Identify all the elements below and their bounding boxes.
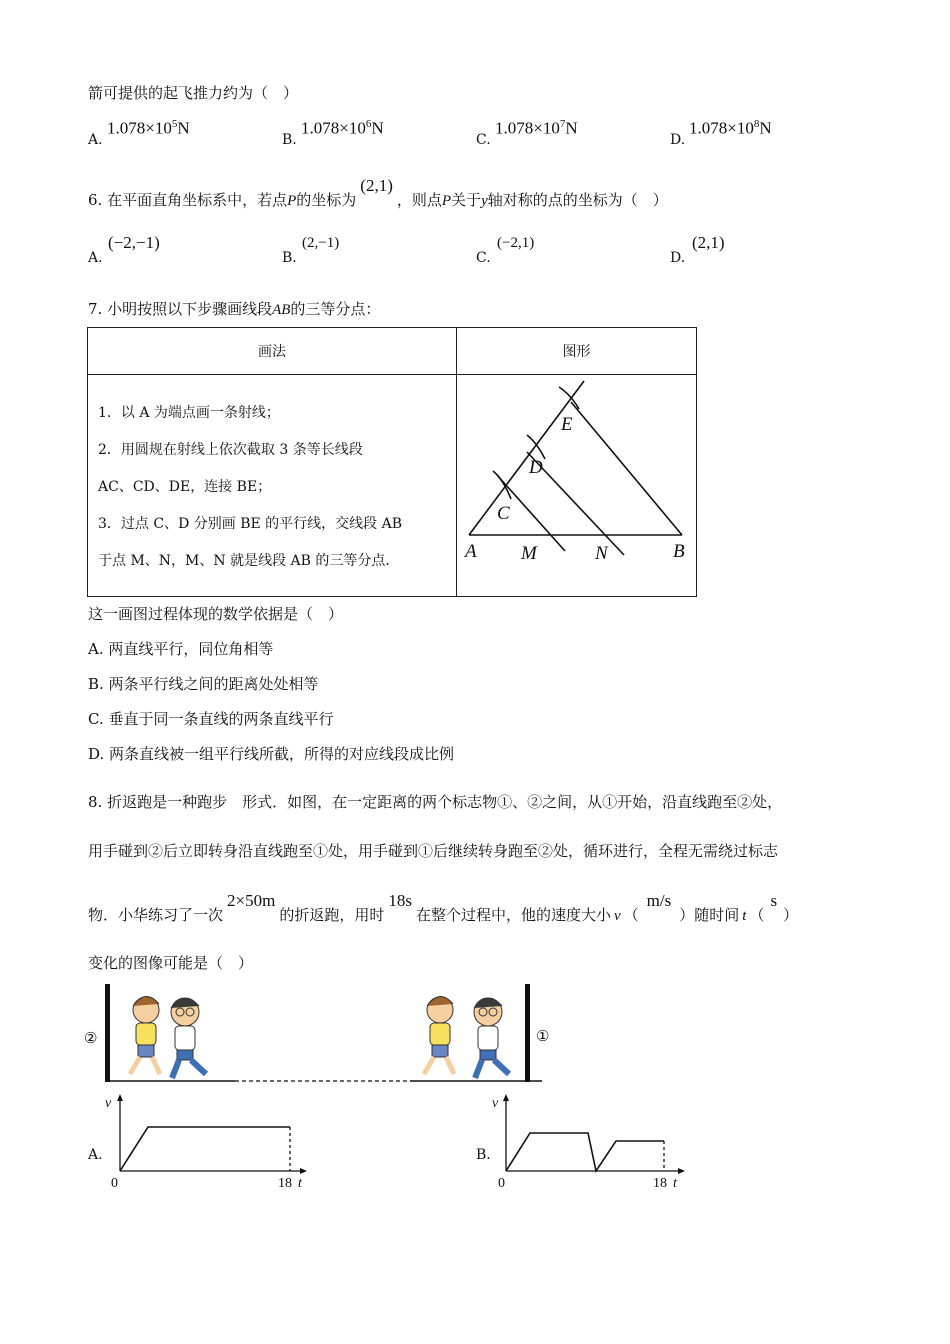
q8-line3: 物．小华练习了一次2×50m的折返跑，用时18s在整个过程中，他的速度大小 v （m/s）随时间 t （s）	[88, 891, 799, 924]
label-b: B	[673, 541, 685, 562]
q5-option-b-letter: B.	[282, 132, 297, 148]
construction-steps	[88, 375, 456, 580]
label-e: E	[561, 414, 573, 435]
q6-option-b-value: (2,−1)	[302, 235, 340, 251]
q7-option-c: C. 垂直于同一条直线的两条直线平行	[88, 710, 334, 728]
q8-option-b-letter: B.	[476, 1147, 491, 1163]
q6-option-c-letter: C.	[476, 250, 491, 266]
q5-stem-tail: 箭可提供的起飞推力约为（ ）	[88, 84, 299, 102]
q7-option-d: D. 两条直线被一组平行线所截，所得的对应线段成比例	[88, 745, 455, 763]
step-2-cont: AC、CD、DE，连接 BE；	[98, 479, 272, 495]
graph-b	[488, 1092, 698, 1192]
segment-be	[571, 402, 682, 535]
q5-option-c-letter: C.	[476, 132, 491, 148]
label-c: C	[497, 503, 510, 524]
q7-question: 这一画图过程体现的数学依据是（ ）	[88, 605, 344, 623]
q7-option-b: B. 两条平行线之间的距离处处相等	[88, 675, 319, 693]
runner-kid-left-1	[130, 996, 160, 1074]
q5-option-b-value: $1.078\times 10^6N$	[301, 118, 384, 138]
q5-option-d-letter: D.	[670, 132, 686, 148]
label-n: N	[595, 543, 608, 564]
marker-post-2	[105, 984, 110, 1082]
graph-b-origin: 0	[498, 1176, 505, 1191]
q7-option-a: A. 两直线平行，同位角相等	[88, 640, 274, 658]
graph-a-curve	[120, 1127, 290, 1171]
step-3-cont: 于点 M、N，M、N 就是线段 AB 的三等分点．	[98, 553, 400, 569]
q6-option-c-value: (−2,1)	[497, 235, 535, 251]
graph-a-end-tick: 18	[278, 1176, 292, 1191]
label-a: A	[465, 541, 477, 562]
graph-b-curve	[506, 1133, 664, 1171]
step-2: 2．用圆规在射线上依次截取 3 条等长线段	[98, 442, 363, 458]
graph-a-origin: 0	[111, 1176, 118, 1191]
q5-option-a-value: $1.078\times 10^5N$	[107, 118, 190, 138]
method-table	[87, 327, 697, 597]
graph-b-x-label: t	[673, 1176, 677, 1191]
q8-line2: 用手碰到②后立即转身沿直线跑至①处，用手碰到①后继续转身跑至②处，循环进行，全程无需绕过标志	[88, 842, 779, 860]
graph-b-y-label: v	[492, 1096, 499, 1111]
marker-1-label: ①	[536, 1029, 550, 1045]
step-3: 3．过点 C、D 分别画 BE 的平行线，交线段 AB	[98, 516, 403, 532]
q6-option-d-value: (2,1)	[692, 233, 725, 252]
table-header-figure: 图形	[457, 328, 697, 375]
q6-stem: 6. 在平面直角坐标系中，若点P的坐标为(2,1)，则点P关于y轴对称的点的坐标为（ ）	[88, 176, 668, 209]
q6-option-a-value: (−2,−1)	[108, 233, 160, 252]
marker-post-1	[525, 984, 530, 1082]
graph-a-x-label: t	[298, 1176, 302, 1191]
label-m: M	[521, 543, 537, 564]
q8-option-a-letter: A.	[88, 1147, 103, 1163]
marker-2-label: ②	[84, 1031, 98, 1047]
q8-line4: 变化的图像可能是（ ）	[88, 954, 254, 972]
label-d: D	[529, 457, 543, 478]
q7-stem: 7. 小明按照以下步骤画线段AB的三等分点：	[88, 300, 381, 318]
graph-b-end-tick: 18	[653, 1176, 667, 1191]
q8-line1: 8. 折返跑是一种跑步 形式．如图，在一定距离的两个标志物①、②之间，从①开始，沿直线跑至②处，	[88, 793, 783, 811]
arc-c	[493, 471, 511, 499]
shuttle-run-illustration	[80, 978, 560, 1088]
trisection-figure	[457, 375, 695, 597]
arc-e	[559, 387, 579, 409]
q5-option-c-value: $1.078\times 10^7N$	[495, 118, 578, 138]
q5-option-d-value: $1.078\times 10^8N$	[689, 118, 772, 138]
runner-kid-right-1	[424, 996, 454, 1074]
graph-a-y-label: v	[105, 1096, 112, 1111]
graph-a	[100, 1092, 310, 1192]
runner-kid-right-2	[474, 998, 509, 1078]
table-header-method: 画法	[88, 328, 457, 375]
runner-kid-left-2	[171, 998, 206, 1078]
q6-option-a-letter: A.	[88, 250, 103, 266]
q6-option-d-letter: D.	[670, 250, 686, 266]
q6-option-b-letter: B.	[282, 250, 297, 266]
ray-from-a	[469, 381, 584, 535]
q5-option-a-letter: A.	[88, 132, 103, 148]
step-1: 1．以 A 为端点画一条射线；	[98, 405, 280, 421]
